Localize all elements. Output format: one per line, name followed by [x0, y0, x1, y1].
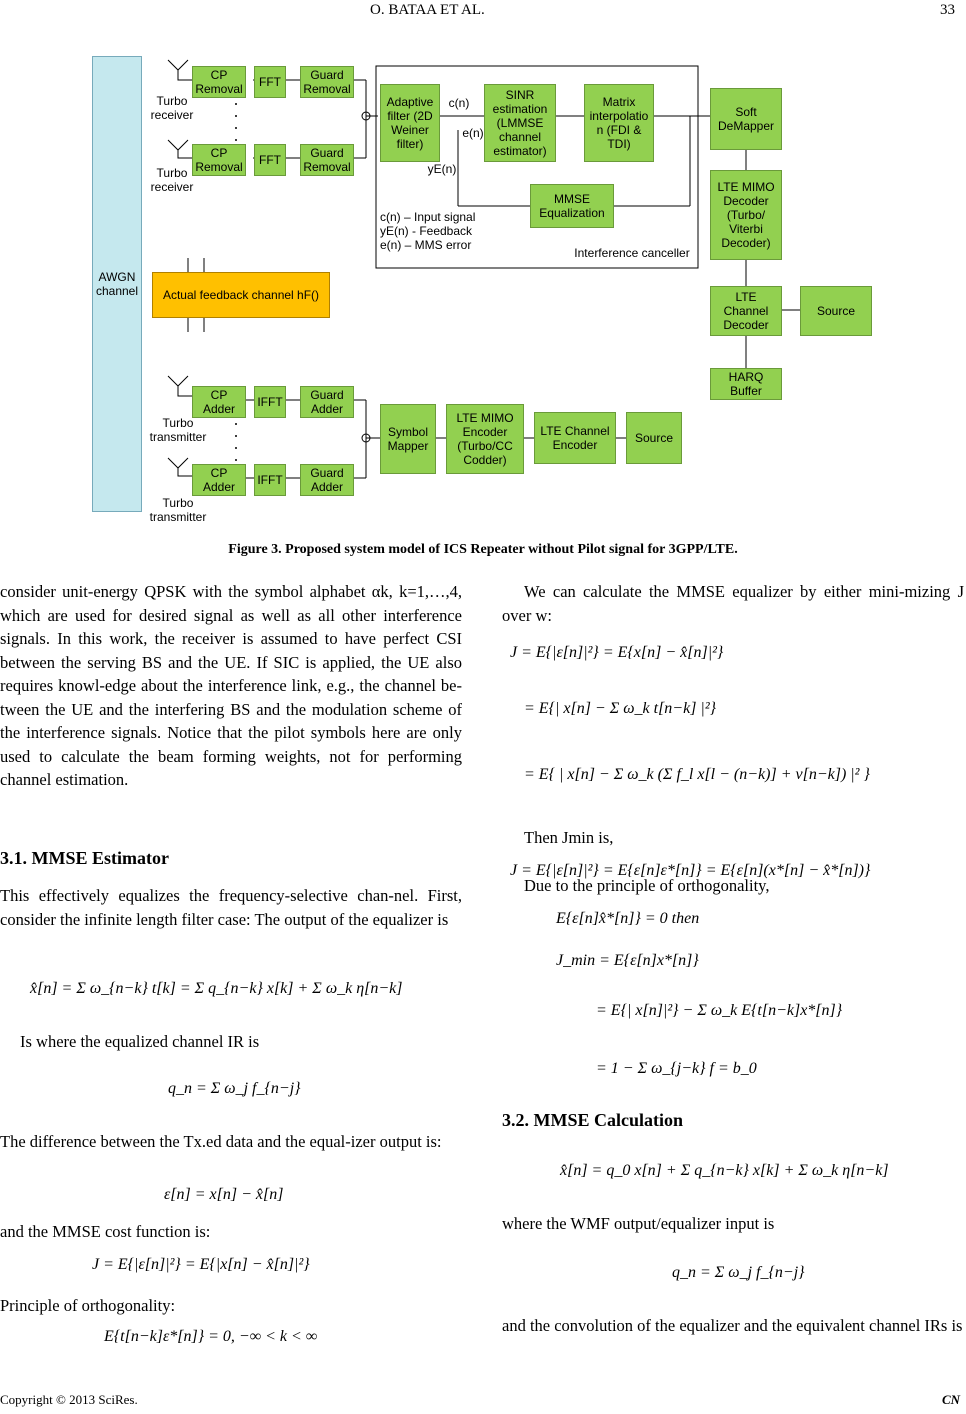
cp-removal-block-2: CP Removal	[192, 144, 246, 176]
turbo-receiver-label-1: Turbo receiver	[150, 94, 194, 122]
legend-mms-error: e(n) – MMS error	[380, 238, 472, 252]
copyright: Copyright © 2013 SciRes.	[0, 1392, 138, 1407]
right-para-5: and the convolution of the equalizer and the equivalent channel IRs is	[502, 1316, 963, 1335]
lte-channel-decoder-block: LTE Channel Decoder	[710, 286, 782, 336]
equation-equalizer-output: x̂[n] = Σ ω_{n−k} t[k] = Σ q_{n−k} x[k] + Σ ω_k η[n−k]	[30, 980, 403, 997]
legend-feedback: yE(n) - Feedback	[380, 224, 473, 238]
equation-jmin: J = E{|ε[n]|²} = E{ε[n]ε*[n]} = E{ε[n](x*[n] − x̂*[n])}	[510, 862, 871, 879]
ifft-block-2: IFFT	[254, 464, 286, 496]
en-label: e(n)	[462, 126, 484, 140]
journal-abbrev: CN	[942, 1392, 961, 1407]
matrix-interpolation-block: Matrix interpolatio n (FDI & TDI)	[584, 84, 654, 162]
equation-orthogonality: E{t[n−k]ε*[n]} = 0, −∞ < k < ∞	[104, 1328, 318, 1345]
awgn-channel-block: AWGN channel	[92, 56, 142, 512]
right-para-1: We can calculate the MMSE equalizer by either mini-mizing J over w:	[502, 582, 964, 625]
equation-j-3: = E{ | x[n] − Σ ω_k (Σ f_l x[l − (n−k)] + v[n−k]) |² }	[524, 766, 870, 783]
equation-mmse-calc: x̂[n] = q_0 x[n] + Σ q_{n−k} x[k] + Σ ω_k η[n−k]	[560, 1162, 889, 1179]
lte-mimo-decoder-block: LTE MIMO Decoder (Turbo/ Viterbi Decoder)	[710, 170, 782, 260]
running-header: O. BATAA ET AL.	[370, 2, 485, 18]
cp-adder-block-1: CP Adder	[192, 386, 246, 418]
fft-block-1: FFT	[254, 66, 286, 98]
adaptive-filter-block: Adaptive filter (2D Weiner filter)	[380, 84, 440, 162]
guard-removal-block-1: Guard Removal	[300, 66, 354, 98]
left-para-6: Principle of orthogonality:	[0, 1296, 176, 1315]
cp-adder-block-2: CP Adder	[192, 464, 246, 496]
symbol-mapper-block: Symbol Mapper	[380, 404, 436, 474]
section-3-1-heading: 3.1. MMSE Estimator	[0, 848, 169, 868]
left-para-2: This effectively equalizes the frequency-selective chan-nel. First, consider the infinite length filter case: The output of the equalizer is	[0, 886, 462, 929]
lte-mimo-encoder-block: LTE MIMO Encoder (Turbo/CC Codder)	[446, 404, 524, 474]
feedback-channel-block: Actual feedback channel hF()	[152, 272, 330, 318]
figure-caption: Figure 3. Proposed system model of ICS Repeater without Pilot signal for 3GPP/LTE.	[228, 542, 738, 557]
yen-label: yE(n)	[427, 162, 457, 176]
equation-error: ε[n] = x[n] − x̂[n]	[164, 1186, 284, 1203]
left-para-3: Is where the equalized channel IR is	[20, 1032, 260, 1051]
harq-buffer-block: HARQ Buffer	[710, 368, 782, 400]
soft-demapper-block: Soft DeMapper	[710, 88, 782, 150]
page-number: 33	[940, 2, 955, 18]
equation-jmin-3: = 1 − Σ ω_{j−k} f = b_0	[596, 1060, 757, 1077]
equation-cost-function: J = E{|ε[n]|²} = E{|x[n] − x̂[n]|²}	[92, 1256, 310, 1273]
guard-adder-block-1: Guard Adder	[300, 386, 354, 418]
equation-j-1: J = E{|ε[n]|²} = E{x[n] − x̂[n]|²}	[510, 644, 724, 661]
cn-label: c(n)	[448, 96, 470, 110]
right-para-4: where the WMF output/equalizer input is	[502, 1214, 775, 1233]
right-para-3: Due to the principle of orthogonality,	[524, 876, 770, 895]
equation-jmin-2: = E{| x[n]|²} − Σ ω_k E{t[n−k]x*[n]}	[596, 1002, 843, 1019]
ifft-block-1: IFFT	[254, 386, 286, 418]
turbo-transmitter-label-1: Turbo transmitter	[149, 416, 207, 444]
lte-channel-encoder-block: LTE Channel Encoder	[534, 412, 616, 464]
right-para-2: Then Jmin is,	[524, 828, 614, 847]
equation-jmin-1: J_min = E{ε[n]x*[n]}	[556, 952, 699, 969]
left-para-1: consider unit-energy QPSK with the symbol alphabet αk, k=1,…,4, which are used for desired signal as well as all other interference signals. In this work, the receiver is assumed to have perfect CSI between the serving BS and the UE. If SIC is applied, the UE also requires knowl-edge about the interference link, e.g., the channel be-tween the UE and the interfering BS and the modulation scheme of the interference signals. Notice that the pilot symbols here are only used to calculate the beam forming weights, not for performing channel estimation.	[0, 582, 462, 789]
turbo-transmitter-label-2: Turbo transmitter	[149, 496, 207, 524]
mmse-equalization-block: MMSE Equalization	[530, 184, 614, 228]
turbo-receiver-label-2: Turbo receiver	[150, 166, 194, 194]
figure-3	[0, 0, 966, 540]
legend-input-signal: c(n) – Input signal	[380, 210, 476, 224]
guard-removal-block-2: Guard Removal	[300, 144, 354, 176]
fft-block-2: FFT	[254, 144, 286, 176]
interference-canceller-title: Interference canceller	[574, 246, 690, 260]
sinr-estimation-block: SINR estimation (LMMSE channel estimator)	[484, 84, 556, 162]
equation-channel-ir: q_n = Σ ω_j f_{n−j}	[168, 1080, 301, 1097]
cp-removal-block-1: CP Removal	[192, 66, 246, 98]
equation-wmf: q_n = Σ ω_j f_{n−j}	[672, 1264, 805, 1281]
equation-j-2: = E{| x[n] − Σ ω_k t[n−k] |²}	[524, 700, 717, 717]
equation-orthogonality-2: E{ε[n]x̂*[n]} = 0 then	[556, 910, 700, 927]
guard-adder-block-2: Guard Adder	[300, 464, 354, 496]
left-para-4: The difference between the Tx.ed data and the equal-izer output is:	[0, 1132, 442, 1151]
source-block-tx: Source	[626, 412, 682, 464]
section-3-2-heading: 3.2. MMSE Calculation	[502, 1110, 684, 1130]
left-para-5: and the MMSE cost function is:	[0, 1222, 211, 1241]
source-block-rx: Source	[800, 286, 872, 336]
